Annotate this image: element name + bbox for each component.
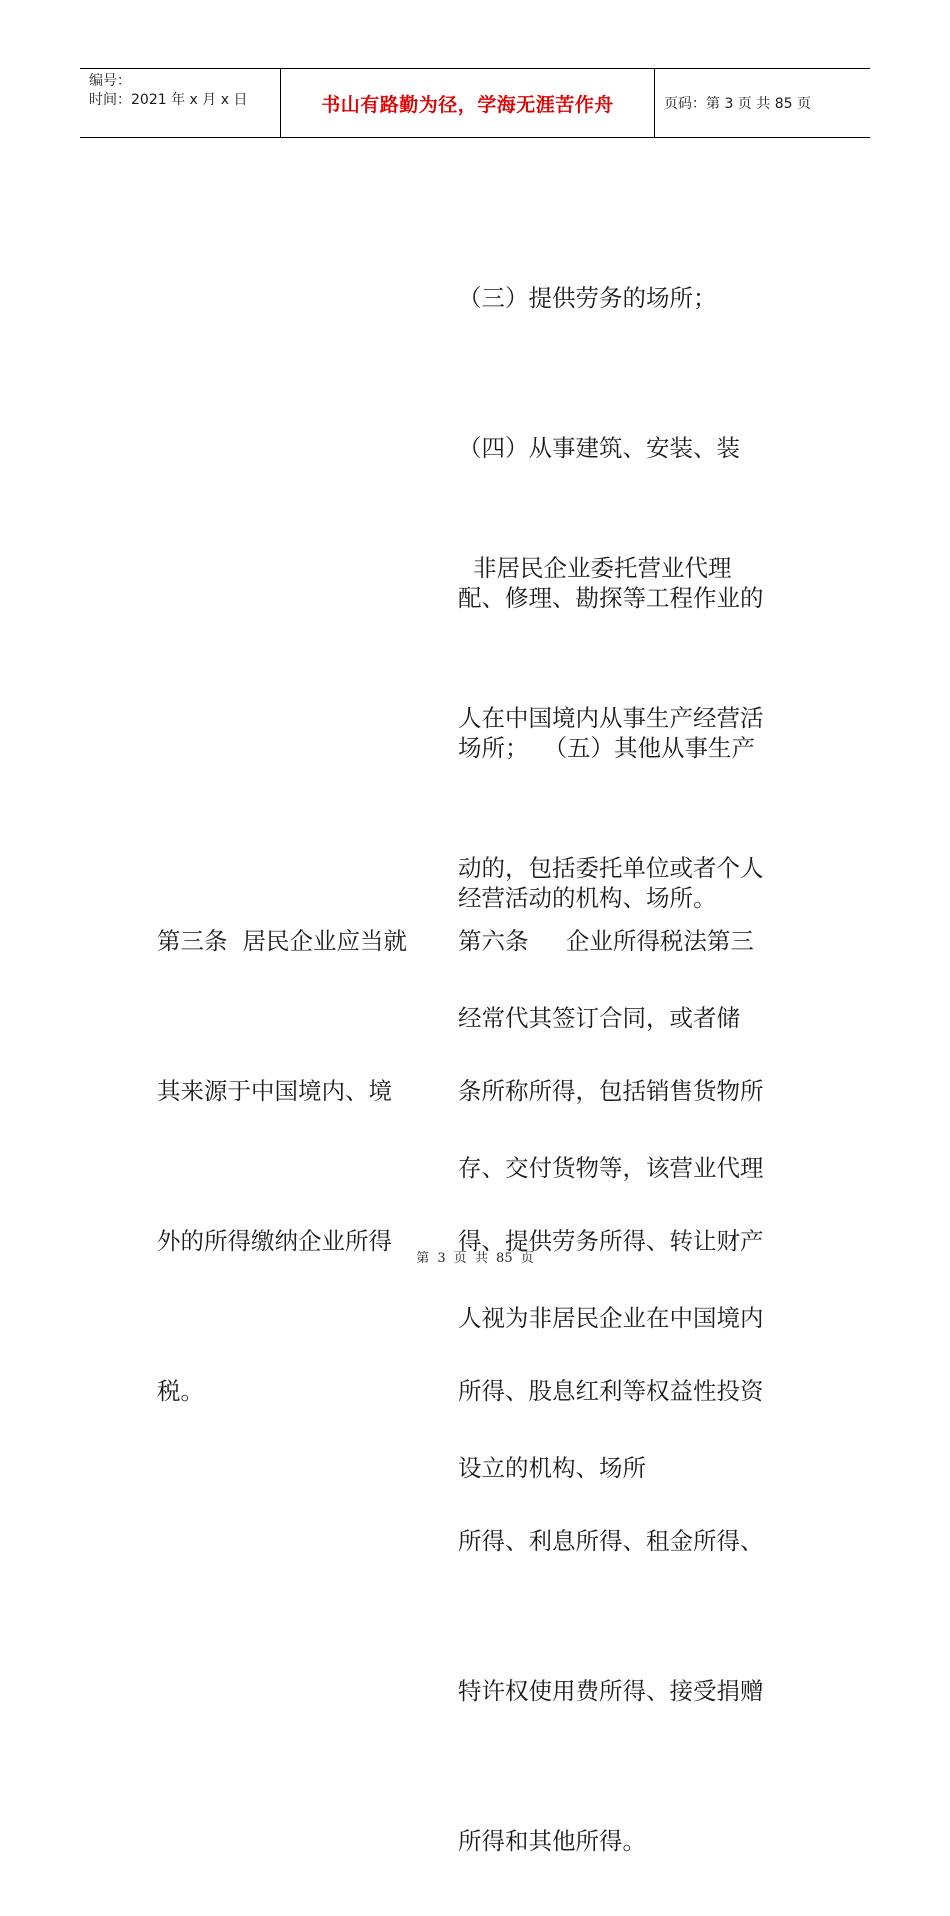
article-6 bbox=[458, 816, 764, 1916]
text-line: 所得、股息红利等权益性投资 bbox=[458, 1377, 764, 1405]
text-line: 第三条 居民企业应当就 bbox=[157, 927, 407, 955]
text-line: 动的，包括委托单位或者个人 bbox=[458, 854, 764, 882]
text-line: 外的所得缴纳企业所得 bbox=[157, 1227, 392, 1255]
header-meta bbox=[80, 69, 281, 137]
header-page-info: 页码：第 3 页 共 85 页 bbox=[664, 96, 811, 112]
text-line: 经常代其签订合同，或者储 bbox=[458, 1004, 740, 1032]
page-footer: 第 3 页 共 85 页 bbox=[416, 1251, 534, 1266]
document-number-label: 编号： bbox=[89, 73, 131, 89]
text-line: 非居民企业委托营业代理 bbox=[458, 554, 732, 582]
text-line: 第六条 企业所得税法第三 bbox=[458, 927, 754, 955]
text-line: 人在中国境内从事生产经营活 bbox=[458, 704, 764, 732]
text-line: 税。 bbox=[157, 1377, 204, 1405]
text-line: 配、修理、勘探等工程作业的 bbox=[458, 584, 764, 612]
text-line: 存、交付货物等，该营业代理 bbox=[458, 1154, 764, 1182]
text-line: （四）从事建筑、安装、装 bbox=[458, 434, 740, 462]
text-line: 特许权使用费所得、接受捐赠 bbox=[458, 1677, 764, 1705]
text-line: 得、提供劳务所得、转让财产 bbox=[458, 1227, 764, 1255]
page-header bbox=[80, 68, 870, 138]
document-date: 时间：2021 年 x 月 x 日 bbox=[89, 92, 248, 108]
text-line: （三）提供劳务的场所； bbox=[458, 284, 717, 312]
text-line: 经营活动的机构、场所。 bbox=[458, 884, 717, 912]
header-motto: 书山有路勤为径，学海无涯苦作舟 bbox=[281, 69, 655, 137]
article-3 bbox=[157, 816, 407, 1466]
text-line: 场所； （五）其他从事生产 bbox=[458, 734, 755, 762]
text-line: 人视为非居民企业在中国境内 bbox=[458, 1304, 764, 1332]
text-line: 其来源于中国境内、境 bbox=[157, 1077, 392, 1105]
text-line: 所得、利息所得、租金所得、 bbox=[458, 1527, 764, 1555]
text-line: 条所称所得，包括销售货物所 bbox=[458, 1077, 764, 1105]
text-line: 设立的机构、场所 bbox=[458, 1454, 646, 1482]
text-line: 所得和其他所得。 bbox=[458, 1827, 646, 1855]
